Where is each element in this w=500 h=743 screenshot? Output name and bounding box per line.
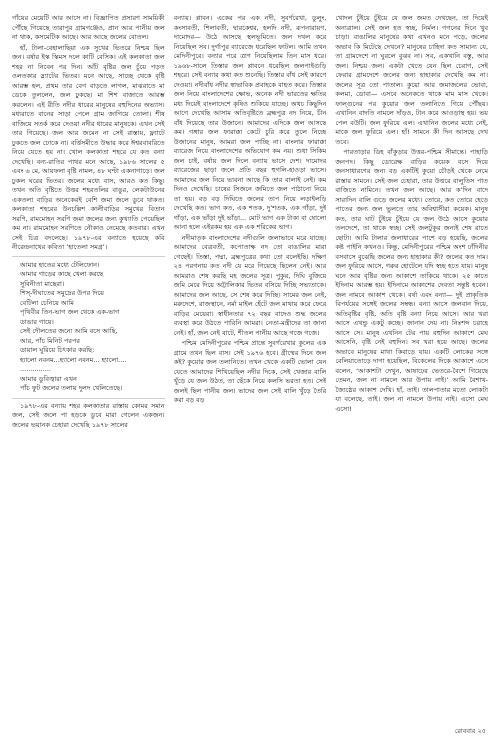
article-paragraph: গাঁয়ের মেয়েটি আর আসে না। বিজ্ঞাপিত প্রসারণ সাময়িকী পৌঁছে গিয়েছে তারাপুর গ্রামগঞ্জেও, প্রান আর পানীয় জল না থাক, কসমেটিক আছে। আর আছে জলের বোতল।: [12, 14, 165, 41]
article-columns: [12, 14, 488, 718]
poem-divider-bottom: [12, 398, 165, 399]
article-paragraph: পারতাড়ার ডিহ বাঁকুড়ার উত্তর-পশ্চিম সীমান্তে। পাহাড়ি জনপদ। কিছু ডোরেক্ষ বাড়ির কয়েক বসে দিয়ে জনসাধারণের জন্য বড় একটিই কুয়ো চৌড়ই থেকে নেমে রাস্তার সামনে। সেই জল চেহারা, তার উত্তরে বালুতিস পাত বাজিতে নামিনে। তখন জল আছে। আর ক’দিন বাদে সারাদিন বালি গুড়ে জলের মধ্যে। তোরে, কত তোরে হেড়ে পাতের জন্য জল ভুলতে তার অবিশ্বাসীরা কয়েক। মানুষ কত, তার ঘাট চুঁইয়ে চুঁইয়ে যে জল উঠে আসে কুয়োর তলদেশে, তা থাকে স্বচ্ছ। সেই জলটুকুর জন্যই শেষ রাতে ছোটা। আমি টালার জলাধারের পাশে বড় হয়েছি, জলের কষ্ট পাইনি কখনও। কিন্তু, মেদিনীপুরের পশ্চিম অংশ ঢাঁদিনীর বসবাসে বুঝেছি জলের জন্য হাহাকার কী? জলের কত দাম। জল ফুরিয়ে আসে, গরুর হোটেলে যদি স্বচ্ছ হতে যায়। মানুষ ঘনে আর বৃষ্টির জন্য আকাশে তাকিয়ে থাকে। ২৫ কাতে ইদিনাম আরম্ভ হয়। ইদিনামে আকাশের দেবতা সন্তুষ্ট হবেন। জল নামবে আকাশ থেকে। বর্ষা এবং বন্যা— দুই প্রাকৃতিক বিপর্যয়ের সঙ্গেই জলের সম্বন্ধ। বন্যা আসে জলবান দিয়ে, অতিবৃষ্টির বৃষ্টি, অতি বৃষ্টি বন্যা নিয়ে আসে। আর খরা আসে এখন্ডু একটু কচ্ছে। জানান দেয় না। নিঃশব্দ চরাহে আসে সে। মানুষ এখনিন টের পায় বহুদিন আকাশে মেঘ আসেনি, বৃষ্টি নেই বহুদিন। সব খরা হয়ে আছে। জলের অভাবে মানুষের মাথা কিবাড়ে যায়। একটি লোকের সঙ্গে বেলিয়াতোড়ে দাগা হয়েছিল, বিকেলের দিকে আকাশে এসে বলেন, ‘আকাশটা দেখুন, আষাঢ়ের ভেতরে-বৈশে গিয়েছে তেমন, জল না নামলে আর উপায় নাই।’ আমি বৈশাখ-জ্যৈষ্ঠের আকাশ দেখি। হাঁ, তাই। তালপাতার মতো লোকটা যা বলেছে, তাই। জল না নামলে উপায় নাই। এসো মেঘ এসো!: [335, 148, 489, 413]
column-2: [174, 14, 327, 718]
article-paragraph: হাঁ, টালা-বেহালাছিয়া এক সুখের ভিতরে নিশ্চয় ছিল জন। বৰ্ষার ইস্ক স্কিমস দলে কাটি বেসিক। এই কলকাতা জল শহর না নিবেন পর দিন। আঁট বৃষ্টির জল চুঁয়ে পড়ত ওলতকার স্ল্যাটের ভিতর। মনে আছে, সাচ্ছে থেকে বৃষ্টি আরম্ভ হল, প্রথম তার বেগ বাড়তে লাগল, মাঝরাতে মা ডেকে তুললেন, জল ঢুকছে। মা শিশ বাজাতে আরম্ভ করলেন। এই রীতি নদীর ধারের মানুষের বহুদিনের অভ্যাস। মধ্যরাতে বানের সাড়া পেলে গ্রাম জাগিয়ে তোলা। শীষ বাজিয়ে সতর্ক করে দেওয়া নদীর ধারের মানুষকে। এখন সেই তার গিয়েছে। জল আর জমেন না সেই রাস্তায়, ফ্ল্যাটে ঢুকতে জল ঢোকে না। বর্ত্তিসমীতে উদ্ধার করে ঈশ্বরবাবরিতে নিয়ে যেতে হয় না। খোল কলকাতা শহরে যে কত বন্যা দেখেছি। বন্য-রাতির পাথর মনে আছে, ১৯৮৬ সালের ৫ এবং ৬ মে, আয়ফলা বৃষ্টি নামল, ৪৮ ঘণ্টা একনাগাড়ে। জল ঢুকল ঘরের ভিতর। জলের মধ্যে বাস, আরও কত কিছু। তখন অতি বৃষ্টিতে উত্তর শহরতলির বাঙুর, লেকটাউনের একতলা বাড়ির অনেকেরই বেশি জমা জলে ডুবে থাকত। কলকাতা শহরের উনচল্লিশ কালীবাড়ির সমুখের বিতান সরণি, রামমোহন সরণি জমা জলের জন্য কুখ্যাতি পেয়েছিল কম না। রামমোহন সরণিতে নৌকাও নেমেছে কতবার। এখন সেই চিত্র বদলেছে। ১৯৭৮-এর বন্যাতে হয়েছে কবি নীরেন্দ্রনাথের কবিতা ‘হাতেলা সমগ্র’।: [12, 43, 165, 251]
quoted-poem: আমার হাতের মধ্যে টেলিফোন। আমার গাড়ের কাছে খেলা করছে সুবিনীতা মাছেরা। শিস্-দীঘাতের সমুদ্রের উপর দিয়ে বেটিলা চেনিয়ে আমি পৃথিবীর তিন-ভাগ জল থেকে এক-ভাগ ডাঙার গায়ে। সেই দৌলতের জন্যে আমি বসে আছি, আর, পাঁচ মিনিট পরপর ডায়াল ঘুরিয়ে চিৎকার করছি: হ্যালো নবনম...হ্যালো নবনম... হ্যালো.... ............... আমার ডুবিজ্বারা এখন পাঁচ ফুট জলের তলায় দুলদ খেলিতেছে।: [20, 260, 127, 392]
page-footer: রোববার ২৫: [454, 727, 486, 735]
article-paragraph: ১৯৭৮-এর বন্যায় শহর কলকাতার রাস্তায় কোমর সমান জল, সেই জলে পা হড়কে ডুবে মারা গেলেন একজন। জলের ভয়ানক চেহারা দেখেছি ১৯৭৮ সালের: [12, 401, 165, 429]
poem-divider-top: [12, 256, 165, 257]
article-paragraph: নদীমাতৃক বাংলাদেশের নদীগুলি জলাভাবে মরে যাচ্ছে। আমাদের বেত্রবতী, কপোতাক্ষ নদ তো বাঙালির মারা গেছেই। তিস্তা, পদ্মা, ব্রহ্মপুত্রের কথা তো বলেইছি। দক্ষিণ ২৪ পরগনায় কত নদী যে মরে গিয়েছে ছিলেন নেই। আর আমরাও শেষ করছি মহ জলের সূত্র। পুকুর, দিঘি বুজিয়ে জমি মেরে দিয়ে অট্টালিকার ভিতর বসিয়ে দিচ্ছি সভ্যতাকে। আমাদের জল আছে, সে শেষ করে দিচ্ছি। সামের জল নেই, মরুদেশে, রাজস্থানে, নর্মা মাইল হেঁটে জল মাথায় করে ফেরে বাড়ির মেয়েরা। স্বাধীনতার ৭২ বছর বাদেও শুদ্ধ জলের ব্যবস্থা করে উঠতে পারিনি আমরা। নেতা-মন্ত্রীদের তা জানা নেই। হাঁ, জল নেই বাটে, শীতল পানীয় আছে গজে গজে।: [173, 233, 327, 337]
column-3: [335, 14, 488, 718]
column-1: [12, 14, 165, 718]
article-paragraph: পশ্চিম মেদিনীপুরের পশ্চিম প্রান্তে সুবর্ণরেখার কুলের এক গ্রামে তখন ছিল বাস। সেই ১৯৭৬ হবে। গ্রীষ্মের দিনে জল কই? কুয়োর জল তলানিতে। তখন খেকে একটি ভোলা যেন যেতে আমাদের শিখিয়েছিল নদীর দিকে, সেই খেজার বালি খুঁড়ে যে জল উঠত, তা ছেঁকে নিয়ে কলসি ভরতা হত। সেই জলই ছিল পানীয় জল। ভাদের জল সেই বালি খুঁড়ে তৈরি করা বড় বড়: [173, 339, 327, 404]
article-paragraph: বন্যায়। প্লাবন। একের পর এক নদী, সুবর্ণরেখা, ডুলুং, কংসাবতী, শিলাবতী, দ্বারকেশ্বর, হলদি নদী, রূপনারায়ণ, দামোদর— উঠে আসছে স্থলভূমিতে। জল দখল করে নিয়েছিল সব। দুর্গাপুর ব্যারেজে ধরেছিল ফাটল। আমি তখন মেদিনীপুরে। বন্যার পরে ত্রাণ নিয়েছিলাম তিন মাস ধরে। ১৯৬৮-সালে তিস্তার জল প্লাবনে ধরেছিল জলপাইগুড়ি শহরে। সেই বন্যার কথা কত শুনেছি। তিস্তার বাঁধ সেই কারণে দেওয়া। নদীবাঁধ নদীর স্বাভাবিক প্রবাহকে বাহত করে। তিস্তার জল নিয়ে বাংলাদেশের ক্ষোভ, অনেক নদী ভারতের ক্ষতির মধ্য দিয়েই বাংলাদেশে কৃষিও শুকিয়ে যাচ্ছে। অথচ কিছুদিন আগে দেখেছি আসাম অতিবৃষ্টিতে ব্রহ্মপুত্র নদ নিয়ে, চীন বাঁধ দিয়েছে তার উজানে। আমাদের এদিকে জল আসছে কম। গঙ্গার জল ফারাক্কা কেটে চুরি করে তুলে নিচ্ছে উজানের মানুষ, আমরা জল পাচ্ছি না। বাংলার ফারাক্কা ব্যারেজ নিয়ে বাংলাদেশের অভিযোগ কম নয়। শুধা সিকিম জল চাই, বর্ষায় জল দিলে বন্যায় ভাসে দেশ। দামোদর ব্যারেজের ছাড়া জলে প্রতি বছর হুগলি-হাওড়া ভাসে। আমাদের জল নিয়ে ভাবনা আছে কি তার বালাই নেই। কম দিনও দেখেছি। চাষের সিজনে জমিতে জল পাঠানো নিয়ে তা হয়। বড় বড় দিঘিতে জলের তাপ নিয়ে লড়াইলড়ি দেখেছি কত। ভাগ কত, এক শতক, দু’শতক, এক গাঁড়া, দুই গাঁড়া, এক ভাঁড়া দুই ভাঁড়া... মোট ভাগ এক টাকা বা ষোলো আনা হলে এইরকম হয় এক এক শরিকের ভাগ।: [173, 14, 327, 231]
article-paragraph: খোদল চুঁইয়ে চুঁইয়ে যে জল জমত দেখছেন, তা দিয়েই অন্যত্রাল। সেই জল হত স্বচ্ছ, নির্মল। গগনের দিনে খুব চাড়া। বাঙালির মানুষের কথা এখনও মনে পড়ে, জলের অভাব কি মিটেছে দেখনে? মানুষের চাহিদা কত সামান্য যে, তা গ্রামদেশে না ঘুরলে বুঝব না। সব, একখানি বস্তু, আর জল। নিশ্চয় জল। একটা খেতে যেন ছিল চেরাগ, সেই ফেরার গ্রামদেশে জলের জন্য হাহাকার দেখেছি কম না। জলের সূত্র তো পাতাল। কুয়ো আর জমাজলের ভোবা, কলমা, ডোবা— এসবে অনেকতে থাকে মাম মাস খেকে। ফাল্গুনের পর কুয়োর জল তলানিতে গিয়ে পৌঁছয়। এখানিন বাদতি নামলে দাঁড়ও, টান করে আওড়াস্থ হয়। ভয় পেল বউটি। জল ফুরিয়ে এল। এখানিন জলের মধ্যে নেই, মাকে জল ফুরিয়ে এল। হাঁ! সামনে কী দিন আসছে দেখ তবে।: [335, 14, 489, 146]
